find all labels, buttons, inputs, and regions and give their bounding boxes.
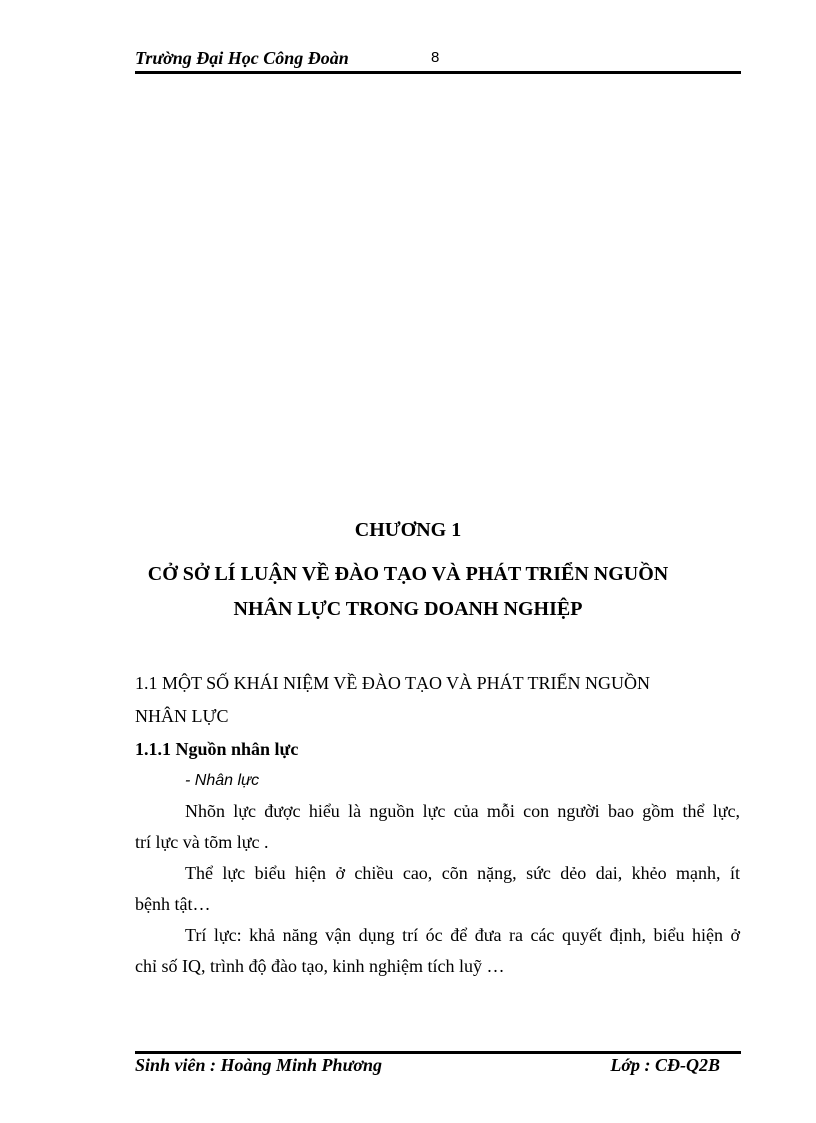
section-heading-line-1: 1.1 MỘT SỐ KHÁI NIỆM VỀ ĐÀO TẠO VÀ PHÁT TRIỂN NGUỒN <box>135 673 651 693</box>
footer-rule <box>135 1051 741 1054</box>
chapter-label: CHƯƠNG 1 <box>354 519 462 541</box>
document-body <box>135 668 740 982</box>
footer-class: Lớp : CĐ-Q2B <box>610 1055 720 1075</box>
paragraph-3-line-2: chỉ số IQ, trình độ đào tạo, kinh nghiệm tích luỹ … <box>135 956 505 976</box>
chapter-title-line-2: NHÂN LỰC TRONG DOANH NGHIỆP <box>233 598 583 620</box>
paragraph-2-line-2: bệnh tật… <box>135 894 211 914</box>
chapter-title-line-1: CỞ SỞ LÍ LUẬN VỀ ĐÀO TẠO VÀ PHÁT TRIỂN NGUỒN <box>147 563 669 585</box>
page-number: 8 <box>431 49 440 66</box>
header-rule <box>135 71 741 74</box>
paragraph-1-line-1: Nhõn lực được hiểu là nguồn lực của mỗi con người bao gồm thể lực, <box>185 801 740 821</box>
paragraph-2-line-1: Thể lực biểu hiện ở chiều cao, cõn nặng, sức dẻo dai, khẻo mạnh, ít <box>185 863 740 883</box>
list-item-nhan-luc: - Nhân lực <box>185 772 260 789</box>
paragraph-1-line-2: trí lực và tõm lực . <box>135 832 269 852</box>
section-heading-line-2: NHÂN LỰC <box>135 706 229 726</box>
subsection-heading: 1.1.1 Nguồn nhân lực <box>135 739 299 759</box>
footer-student: Sinh viên : Hoàng Minh Phương <box>135 1055 383 1075</box>
header-school-name: Trường Đại Học Công Đoàn <box>135 48 349 68</box>
paragraph-3-line-1: Trí lực: khả năng vận dụng trí óc để đưa ra các quyết định, biểu hiện ở <box>185 925 740 945</box>
